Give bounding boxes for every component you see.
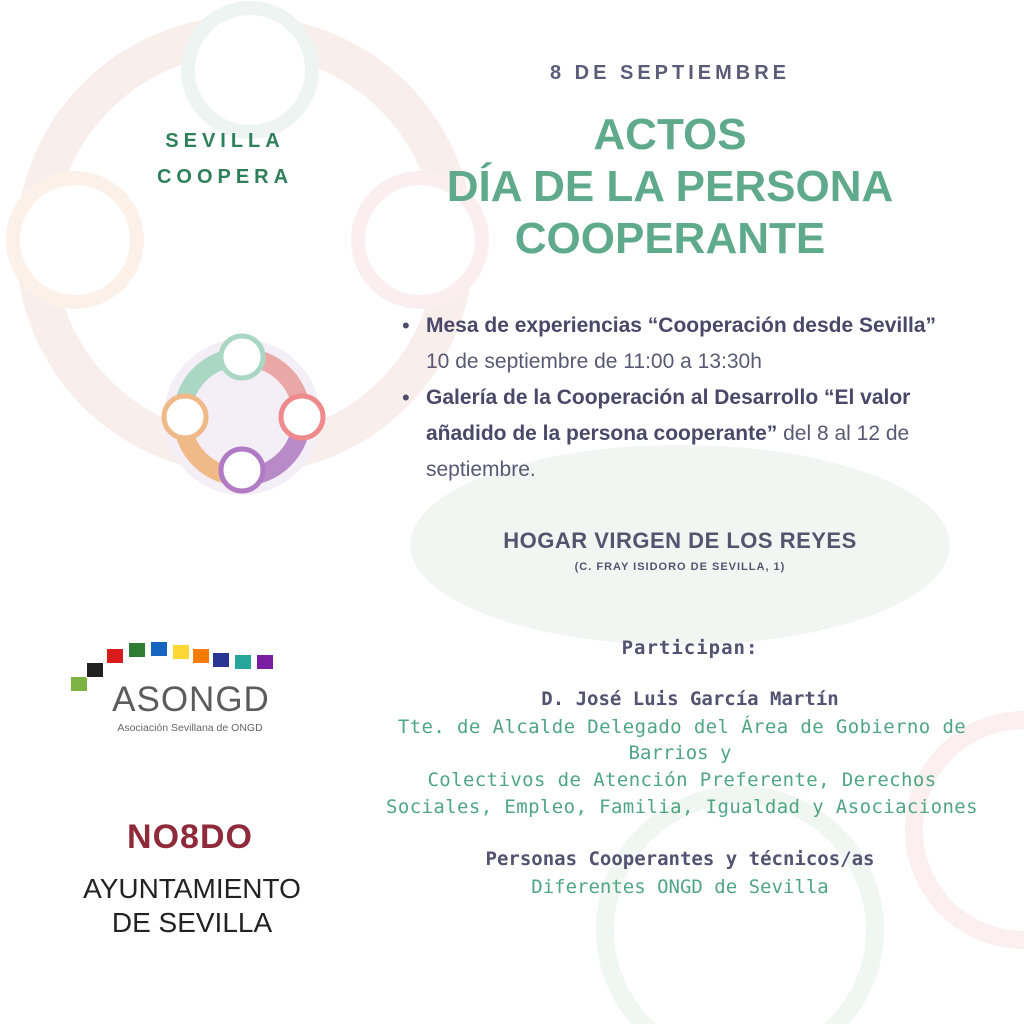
bullet-icon: • [402,313,410,338]
logo-square [212,652,230,668]
ayuntamiento-line-1: AYUNTAMIENTO [83,873,301,904]
logo-square [256,654,274,670]
participant-group: Personas Cooperantes y técnicos/as [485,848,875,870]
event-date: 8 DE SEPTIEMBRE [549,62,791,84]
event-item-galeria [400,380,960,488]
logo-square [86,662,104,678]
brand-line-coopera: COOPERA [156,166,294,188]
participant-group-detail: Diferentes ONGD de Sevilla [531,876,829,898]
event-list [400,308,960,488]
participant-role-line-2: Barrios y [628,742,732,764]
participant-role-line-4: Sociales, Empleo, Familia, Igualdad y Asociaciones [386,796,978,818]
nodo-logo: NO8DO [127,818,253,856]
title-line-3: COOPERANTE [514,214,826,263]
logo-square [150,641,168,657]
asongd-logo-subtitle: Asociación Sevillana de ONGD [117,722,263,734]
participant-role-line-3: Colectivos de Atención Preferente, Derechos [427,769,937,791]
participant-role-line-1: Tte. de Alcalde Delegado del Área de Gobierno de [397,716,967,738]
venue-name: HOGAR VIRGEN DE LOS REYES [503,528,857,553]
ayuntamiento-line-2: DE SEVILLA [111,907,273,938]
venue-address: (C. FRAY ISIDORO DE SEVILLA, 1) [574,561,786,573]
asongd-logo-squares [68,638,288,686]
event-title: Mesa de experiencias “Cooperación desde Sevilla” [426,314,937,337]
brand-line-sevilla: SEVILLA [165,130,285,152]
event-detail: 10 de septiembre de 11:00 a 13:30h [426,350,762,373]
event-title: Galería de la Cooperación al Desarrollo “El valor añadido de la persona cooperante” [426,386,911,445]
logo-square [70,676,88,692]
title-line-1: ACTOS [593,110,747,159]
event-detail: del 8 al 12 de septiembre. [426,422,910,481]
sevilla-coopera-emblem [155,330,330,505]
logo-square [128,642,146,658]
logo-square [106,648,124,664]
participant-name: D. José Luis García Martín [541,688,839,710]
logo-square [234,654,252,670]
bullet-icon: • [402,385,410,410]
participants-heading: Participan: [621,637,759,659]
logo-square [172,644,190,660]
logo-square [192,648,210,664]
asongd-logo-text: ASONGD [112,680,270,719]
event-item-mesa [400,308,960,380]
title-line-2: DÍA DE LA PERSONA [446,162,894,211]
